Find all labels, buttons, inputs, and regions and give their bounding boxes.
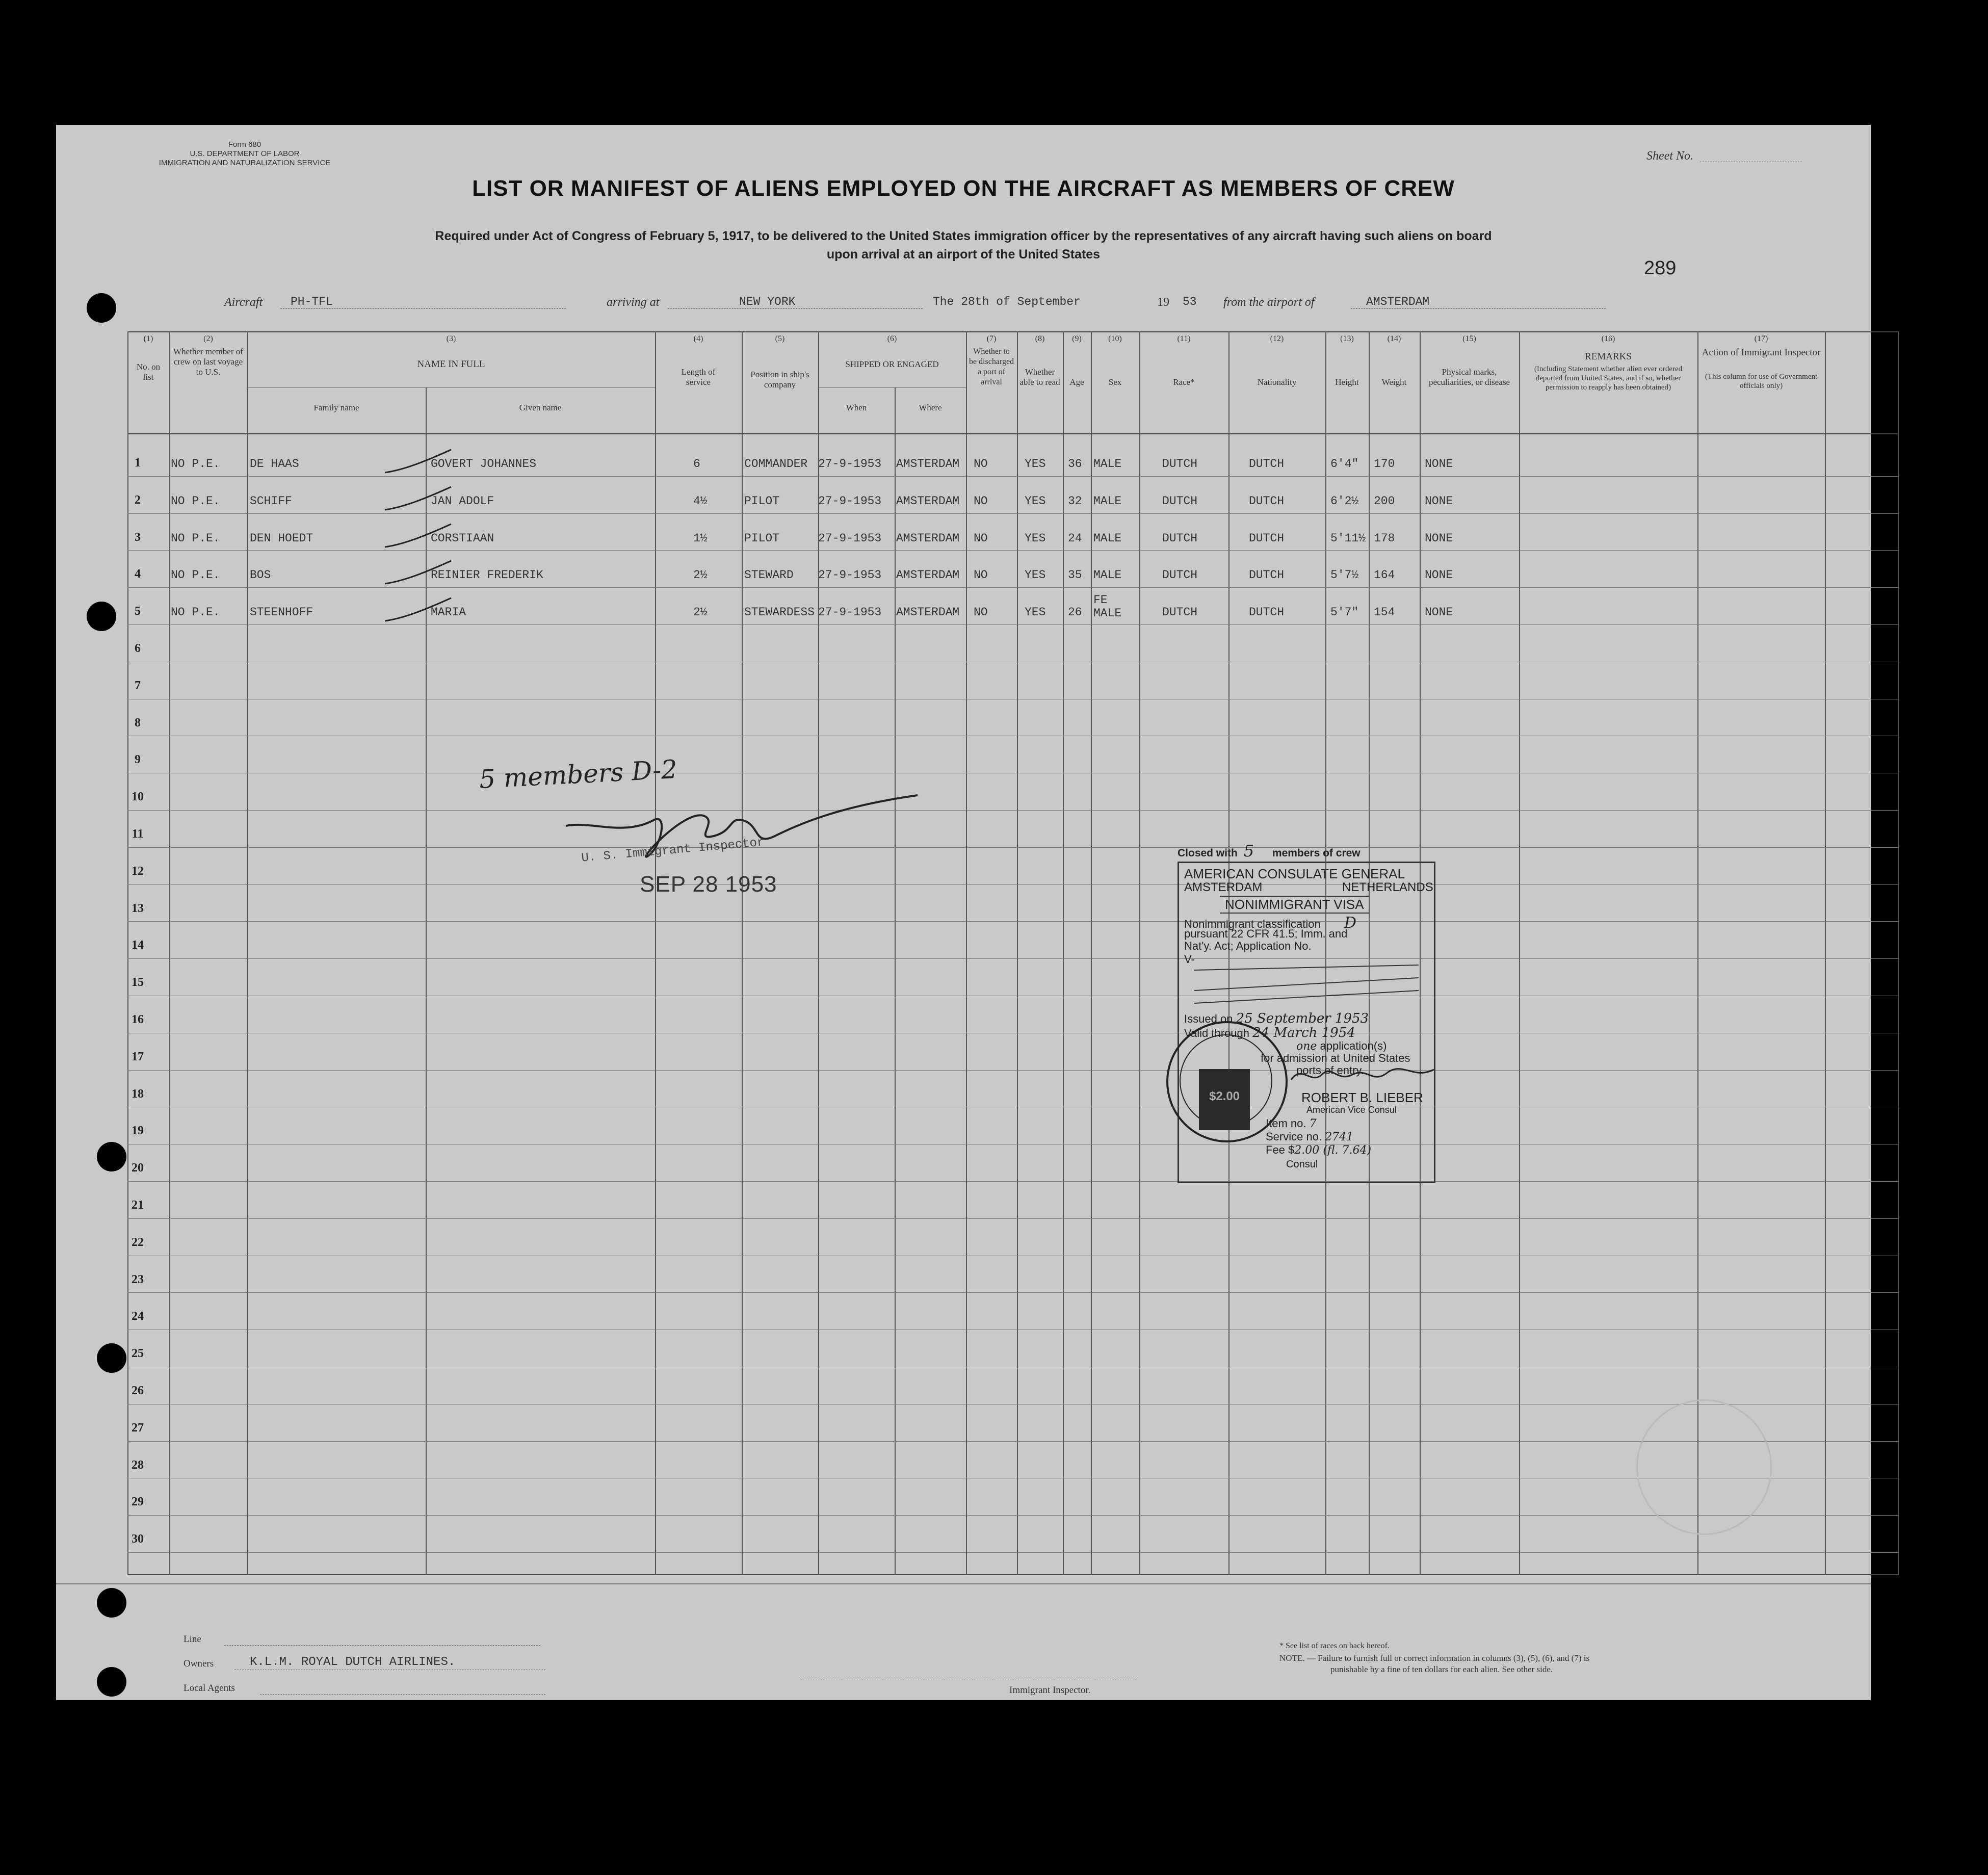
col-rule-3 [247, 331, 248, 1575]
cell-nationality: DUTCH [1249, 494, 1285, 508]
row-number: 27 [132, 1421, 144, 1435]
cell-nationality: DUTCH [1249, 606, 1285, 619]
colhead-when: When [846, 403, 867, 412]
year-prefix: 19 [1157, 296, 1169, 309]
colhead-family-name: Family name [313, 403, 359, 412]
from-label: from the airport of [1223, 296, 1315, 309]
cell-where: AMSTERDAM [896, 494, 960, 508]
colhead-able-to-read: Whether able to read [1019, 367, 1060, 387]
from-line [1351, 308, 1606, 309]
cell-height: 5'7" [1330, 606, 1359, 619]
row-number: 5 [135, 605, 141, 618]
cell-weight: 170 [1374, 457, 1395, 471]
table-top-rule [127, 331, 1899, 332]
local-agents-label: Local Agents [184, 1683, 235, 1694]
row-number: 18 [132, 1087, 144, 1101]
cell-height: 5'11½ [1330, 531, 1366, 545]
col-rule-9 [1063, 331, 1064, 1575]
cell-marks: NONE [1425, 606, 1453, 619]
cell-position: COMMANDER [744, 457, 808, 471]
col-rule-17 [1697, 331, 1698, 1575]
col-rule-6 [818, 331, 819, 1575]
col-rule-11 [1139, 331, 1140, 1575]
year-value: 53 [1183, 295, 1197, 308]
cell-race: DUTCH [1162, 531, 1198, 545]
row-number: 7 [135, 679, 141, 692]
footer-top-rule [56, 1583, 1871, 1584]
col-rule-8 [1017, 331, 1018, 1575]
cell-height: 5'7½ [1330, 568, 1359, 582]
colnum-5: (5) [775, 334, 785, 343]
colhead-inspector-action: Action of Immigrant Inspector [1702, 347, 1821, 358]
row-number: 25 [132, 1347, 144, 1361]
visa-consulate: AMERICAN CONSULATE GENERAL [1184, 866, 1405, 881]
row-number: 26 [132, 1384, 144, 1397]
cell-height: 6'2½ [1330, 494, 1359, 508]
col-rule-5 [742, 331, 743, 1575]
colnum-1: (1) [143, 334, 153, 343]
cell-sex: MALE [1093, 531, 1122, 545]
row-number: 14 [132, 939, 144, 952]
cell-where: AMSTERDAM [896, 568, 960, 582]
colhead-shipped-engaged: SHIPPED OR ENGAGED [845, 359, 939, 369]
colhead-where: Where [919, 403, 942, 412]
cell-given: JAN ADOLF [431, 494, 494, 508]
row-number: 12 [132, 864, 144, 878]
visa-service: Service no. 2741 [1266, 1130, 1354, 1143]
row-rule [127, 847, 1899, 848]
manifest-sheet [56, 125, 1871, 1700]
cell-service: 2½ [693, 568, 708, 582]
cell-family: DEN HOEDT [250, 531, 313, 545]
visa-strike-lines [1189, 960, 1424, 1006]
row-number: 4 [135, 567, 141, 581]
check-mark-icon [382, 522, 454, 552]
row-number: 11 [132, 827, 144, 841]
cell-marks: NONE [1425, 568, 1453, 582]
cell-service: 4½ [693, 494, 708, 508]
cell-age: 26 [1068, 606, 1082, 619]
check-mark-icon [382, 484, 454, 515]
aircraft-value: PH-TFL [291, 295, 333, 308]
cell-read: YES [1025, 531, 1046, 545]
row-number: 30 [132, 1532, 144, 1546]
cell-position: STEWARD [744, 568, 794, 582]
cell-weight: 154 [1374, 606, 1395, 619]
row-rule [127, 1181, 1899, 1182]
visa-country: NETHERLANDS [1342, 880, 1433, 894]
row-rule [127, 921, 1899, 922]
colhead-weight: Weight [1381, 377, 1407, 387]
row-number: 21 [132, 1199, 144, 1212]
cell-nationality: DUTCH [1249, 457, 1285, 471]
punch-hole-1 [87, 293, 116, 323]
colhead-discharged: Whether to be discharged a port of arrival [969, 347, 1014, 386]
fee-stamp-value: $2.00 [1209, 1089, 1240, 1103]
owners-label: Owners [184, 1658, 214, 1669]
visa-stamp [1178, 862, 1435, 1183]
cell-discharged: NO [974, 494, 988, 508]
cell-race: DUTCH [1162, 494, 1198, 508]
colhead-sex: Sex [1108, 377, 1122, 387]
form-header-block [148, 140, 342, 168]
check-mark-icon [382, 447, 454, 478]
visa-ports: ports of entry. [1296, 1064, 1364, 1077]
visa-issued: Issued on 25 September 1953 [1184, 1011, 1369, 1026]
cell-discharged: NO [974, 457, 988, 471]
cell-read: YES [1025, 494, 1046, 508]
cell-last-voyage: NO P.E. [171, 531, 220, 545]
colnum-13: (13) [1340, 334, 1354, 343]
row-rule [127, 810, 1899, 811]
row-number: 13 [132, 901, 144, 915]
punch-hole-4 [97, 1343, 126, 1373]
cell-discharged: NO [974, 531, 988, 545]
sheet-number-label: Sheet No. [1646, 149, 1693, 163]
colnum-8: (8) [1035, 334, 1045, 343]
cell-given: MARIA [431, 606, 466, 619]
immigrant-inspector-label: Immigrant Inspector. [1009, 1685, 1091, 1696]
colnum-4: (4) [693, 334, 703, 343]
visa-classification: Nonimmigrant classification D [1184, 914, 1356, 932]
colhead-no-on-list: No. on list [136, 362, 161, 382]
cell-when: 27-9-1953 [818, 568, 882, 582]
subheader-rule-shipped [818, 387, 966, 388]
punch-hole-5 [97, 1588, 126, 1618]
colhead-inspector-note: (This column for use of Government officials only) [1705, 373, 1818, 390]
row-number: 3 [135, 530, 141, 544]
visa-item: Item no. 7 [1266, 1117, 1317, 1130]
cell-last-voyage: NO P.E. [171, 568, 220, 582]
cell-sex: FE MALE [1093, 593, 1122, 620]
visa-act: Nat'y. Act; Application No. [1184, 940, 1312, 952]
colnum-10: (10) [1108, 334, 1122, 343]
row-number: 24 [132, 1310, 144, 1323]
cell-nationality: DUTCH [1249, 531, 1285, 545]
visa-consul-footer: Consul [1286, 1159, 1318, 1170]
colhead-nationality: Nationality [1257, 377, 1297, 387]
cell-age: 36 [1068, 457, 1082, 471]
cell-read: YES [1025, 606, 1046, 619]
cell-weight: 178 [1374, 531, 1395, 545]
row-rule [127, 1441, 1899, 1442]
cell-race: DUTCH [1162, 568, 1198, 582]
cell-given: CORSTIAAN [431, 531, 494, 545]
colhead-race: Race* [1173, 377, 1195, 387]
races-note: * See list of races on back hereof. [1279, 1642, 1390, 1650]
cell-marks: NONE [1425, 457, 1453, 471]
cell-sex: MALE [1093, 457, 1122, 471]
row-number: 17 [132, 1050, 144, 1063]
colhead-name-in-full: NAME IN FULL [417, 359, 485, 370]
line-field [224, 1645, 540, 1646]
cell-read: YES [1025, 457, 1046, 471]
row-rule [127, 884, 1899, 885]
visa-type: NONIMMIGRANT VISA [1220, 896, 1369, 914]
service-name: IMMIGRATION AND NATURALIZATION SERVICE [159, 159, 331, 167]
arriving-label: arriving at [607, 296, 660, 309]
visa-pursuant: pursuant 22 CFR 41.5; Imm. and [1184, 927, 1348, 940]
line-label: Line [184, 1634, 201, 1645]
colnum-11: (11) [1177, 334, 1191, 343]
cell-when: 27-9-1953 [818, 457, 882, 471]
col-rule-18 [1825, 331, 1826, 1575]
colnum-7: (7) [986, 334, 997, 343]
colhead-height: Height [1335, 377, 1359, 387]
cell-last-voyage: NO P.E. [171, 494, 220, 508]
colnum-6: (6) [887, 334, 897, 343]
colnum-3: (3) [446, 334, 456, 343]
cell-service: 1½ [693, 531, 708, 545]
cell-service: 2½ [693, 606, 708, 619]
cell-sex: MALE [1093, 568, 1122, 582]
colnum-12: (12) [1270, 334, 1284, 343]
col-rule-10 [1091, 331, 1092, 1575]
consul-signature [1286, 1059, 1439, 1090]
row-number: 15 [132, 976, 144, 989]
department-name: U.S. DEPARTMENT OF LABOR [190, 149, 300, 158]
col-rule-2 [169, 331, 170, 1575]
col-rule-16 [1519, 331, 1520, 1575]
cell-where: AMSTERDAM [896, 457, 960, 471]
row-rule [127, 1515, 1899, 1516]
row-number: 19 [132, 1124, 144, 1138]
cell-age: 32 [1068, 494, 1082, 508]
cell-weight: 164 [1374, 568, 1395, 582]
cell-family: BOS [250, 568, 271, 582]
arrival-date: The 28th of September [933, 295, 1081, 308]
row-number: 2 [135, 493, 141, 507]
colhead-position: Position in ship's company [750, 370, 809, 389]
handwritten-members-note: 5 members D-2 [478, 754, 678, 795]
visa-applications: one application(s) [1296, 1039, 1387, 1053]
row-number: 29 [132, 1495, 144, 1509]
crew-table [127, 331, 1899, 1575]
colnum-9: (9) [1072, 334, 1082, 343]
row-rule [127, 1070, 1899, 1071]
colhead-length-of-service: Length of service [681, 367, 716, 387]
cell-service: 6 [693, 457, 700, 471]
cell-discharged: NO [974, 568, 988, 582]
cell-when: 27-9-1953 [818, 606, 882, 619]
document-title: LIST OR MANIFEST OF ALIENS EMPLOYED ON THE AIRCRAFT AS MEMBERS OF CREW [472, 176, 1455, 201]
colhead-physical-marks: Physical marks, peculiarities, or disease [1428, 367, 1510, 387]
arriving-value: NEW YORK [739, 295, 796, 308]
cell-race: DUTCH [1162, 457, 1198, 471]
embossed-seal-icon [1636, 1399, 1772, 1535]
cell-race: DUTCH [1162, 606, 1198, 619]
cell-weight: 200 [1374, 494, 1395, 508]
inspector-title: U. S. Immigrant Inspector [581, 836, 765, 866]
cell-position: PILOT [744, 494, 780, 508]
punch-hole-3 [97, 1142, 126, 1171]
owners-value: K.L.M. ROYAL DUTCH AIRLINES. [250, 1655, 456, 1669]
row-rule [127, 1552, 1899, 1553]
colhead-age: Age [1069, 377, 1084, 387]
visa-consul-name: ROBERT B. LIEBER [1301, 1090, 1423, 1105]
colhead-last-voyage: Whether member of crew on last voyage to U.S. [173, 347, 243, 377]
closed-with-label: Closed with 5 members of crew [1178, 841, 1361, 861]
visa-fee: Fee $2.00 (fl. 7.64) [1266, 1143, 1372, 1157]
col-rule-4 [655, 331, 656, 1575]
page-number: 289 [1644, 257, 1677, 279]
row-number: 28 [132, 1458, 144, 1472]
punch-hole-6 [97, 1667, 126, 1697]
header-bottom-rule [127, 433, 1899, 434]
colnum-14: (14) [1387, 334, 1401, 343]
cell-when: 27-9-1953 [818, 531, 882, 545]
cell-family: STEENHOFF [250, 606, 313, 619]
check-mark-icon [382, 595, 454, 626]
closed-count: 5 [1243, 841, 1254, 861]
date-stamp: SEP 28 1953 [640, 872, 777, 897]
col-rule-7 [966, 331, 967, 1575]
colhead-remarks: REMARKS [1585, 351, 1632, 362]
arriving-line [668, 308, 923, 309]
visa-city: AMSTERDAM [1184, 880, 1263, 894]
cell-position: STEWARDESS [744, 606, 815, 619]
document-subtitle: Required under Act of Congress of February 5, 1917, to be delivered to the United States immigration officer by the representatives of any aircraft having such aliens on board upon arrival at an airport of the United States [435, 229, 1492, 262]
cell-where: AMSTERDAM [896, 606, 960, 619]
cell-given: GOVERT JOHANNES [431, 457, 537, 471]
cell-given: REINIER FREDERIK [431, 568, 543, 582]
aircraft-label: Aircraft [224, 296, 263, 309]
local-agents-field [260, 1694, 545, 1695]
colnum-16: (16) [1601, 334, 1615, 343]
visa-v-number: V- [1184, 953, 1195, 966]
col-rule-end [1898, 331, 1899, 1575]
cell-age: 24 [1068, 531, 1082, 545]
cell-age: 35 [1068, 568, 1082, 582]
colhead-remarks-note: (Including Statement whether alien ever ordered deported from United States, and if so, whether permission to reapply has been obtained) [1534, 365, 1683, 392]
cell-family: SCHIFF [250, 494, 292, 508]
aircraft-line [280, 308, 566, 309]
row-number: 10 [132, 790, 144, 804]
visa-valid: Valid through 24 March 1954 [1184, 1025, 1355, 1040]
cell-when: 27-9-1953 [818, 494, 882, 508]
row-rule [127, 1218, 1899, 1219]
cell-marks: NONE [1425, 531, 1453, 545]
row-number: 16 [132, 1013, 144, 1026]
row-number: 6 [135, 642, 141, 655]
row-number: 22 [132, 1235, 144, 1249]
visa-consul-title: American Vice Consul [1306, 1105, 1397, 1115]
row-number: 23 [132, 1272, 144, 1286]
table-bottom-rule [127, 1574, 1899, 1575]
colnum-2: (2) [203, 334, 213, 343]
fee-stamp-icon [1199, 1069, 1250, 1130]
row-number: 20 [132, 1161, 144, 1175]
row-number: 9 [135, 753, 141, 767]
visa-admission: for admission at United States [1261, 1052, 1410, 1064]
cell-where: AMSTERDAM [896, 531, 960, 545]
punch-hole-2 [87, 602, 116, 631]
col-rule-6b [895, 387, 896, 1575]
row-rule [127, 1292, 1899, 1293]
cell-read: YES [1025, 568, 1046, 582]
cell-position: PILOT [744, 531, 780, 545]
cell-height: 6'4" [1330, 457, 1359, 471]
cell-marks: NONE [1425, 494, 1453, 508]
colnum-17: (17) [1754, 334, 1768, 343]
cell-discharged: NO [974, 606, 988, 619]
row-rule [127, 958, 1899, 959]
colhead-given-name: Given name [519, 403, 562, 412]
colnum-15: (15) [1462, 334, 1476, 343]
row-number: 1 [135, 456, 141, 470]
form-number: Form 680 [228, 140, 261, 149]
cell-last-voyage: NO P.E. [171, 606, 220, 619]
check-mark-icon [382, 558, 454, 589]
from-value: AMSTERDAM [1366, 295, 1430, 308]
row-number: 8 [135, 716, 141, 730]
subheader-rule-names [247, 387, 655, 388]
consulate-seal-icon [1166, 1021, 1288, 1142]
cell-nationality: DUTCH [1249, 568, 1285, 582]
fine-note-line2: punishable by a fine of ten dollars for each alien. See other side. [1330, 1664, 1553, 1674]
cell-sex: MALE [1093, 494, 1122, 508]
cell-last-voyage: NO P.E. [171, 457, 220, 471]
fine-note-line1: NOTE. — Failure to furnish full or correct information in columns (3), (5), (6), and (7) is [1279, 1653, 1590, 1663]
cell-family: DE HAAS [250, 457, 299, 471]
